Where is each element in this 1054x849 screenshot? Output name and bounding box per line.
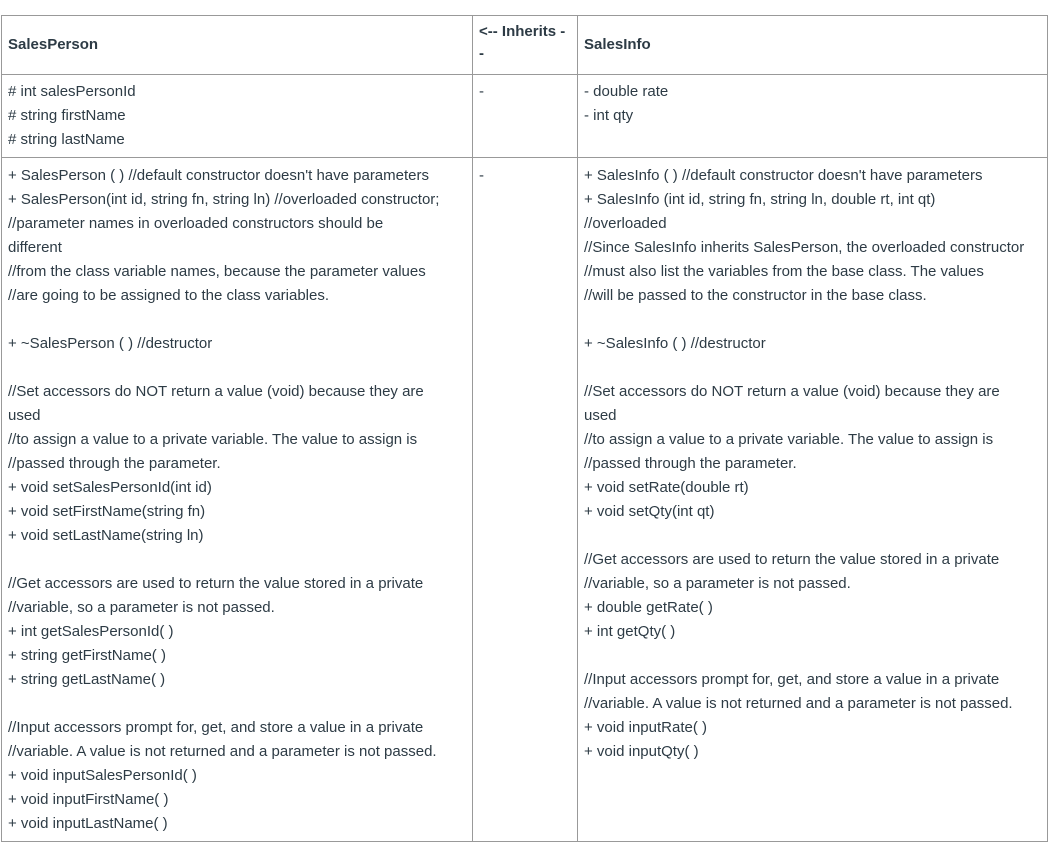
method-line: + void setRate(double rt) xyxy=(584,479,749,496)
blank-line xyxy=(8,308,466,332)
method-line: + double getRate( ) xyxy=(584,599,713,616)
method-line: //parameter names in overloaded constructors should be xyxy=(8,215,384,232)
attribute-line: - double rate xyxy=(584,83,669,100)
method-line: + SalesInfo ( ) //default constructor doesn't have parameters xyxy=(584,167,983,184)
method-line: + void inputQty( ) xyxy=(584,743,699,760)
methods-row xyxy=(2,158,1048,842)
method-line: //passed through the parameter. xyxy=(584,455,797,472)
method-line: + void setFirstName(string fn) xyxy=(8,503,206,520)
inherits-text: <-- Inherits - - xyxy=(479,23,566,62)
inherits-methods-cell: - xyxy=(473,158,578,842)
inherits-attributes-cell: - xyxy=(473,75,578,158)
method-line: //Set accessors do NOT return a value (void) because they are xyxy=(584,383,1000,400)
salesinfo-attribute-list xyxy=(584,80,1041,128)
blank-line xyxy=(8,548,466,572)
method-line: //must also list the variables from the base class. The values xyxy=(584,263,984,280)
method-line: //are going to be assigned to the class variables. xyxy=(8,287,330,304)
blank-line xyxy=(584,524,1041,548)
method-line: //Since SalesInfo inherits SalesPerson, the overloaded constructor xyxy=(584,239,1025,256)
method-line: + ~SalesInfo ( ) //destructor xyxy=(584,335,766,352)
method-line: + SalesPerson(int id, string fn, string ln) //overloaded constructor; xyxy=(8,191,440,208)
attributes-row xyxy=(2,75,1048,158)
blank-line xyxy=(8,692,466,716)
salesperson-method-list xyxy=(8,164,466,836)
inherits-label xyxy=(473,16,578,75)
uml-class-table xyxy=(1,15,1048,842)
method-line: //Input accessors prompt for, get, and store a value in a private xyxy=(584,671,1000,688)
salesperson-attributes xyxy=(2,75,473,158)
blank-line xyxy=(584,308,1041,332)
method-line: //Set accessors do NOT return a value (void) because they are xyxy=(8,383,424,400)
salesperson-class-name: SalesPerson xyxy=(2,16,473,75)
method-line: + ~SalesPerson ( ) //destructor xyxy=(8,335,213,352)
method-line: + int getQty( ) xyxy=(584,623,676,640)
method-line: used xyxy=(8,407,41,424)
method-line: different xyxy=(8,239,62,256)
method-line: //to assign a value to a private variable. The value to assign is xyxy=(584,431,994,448)
method-line: + SalesPerson ( ) //default constructor doesn't have parameters xyxy=(8,167,429,184)
method-line: //from the class variable names, because the parameter values xyxy=(8,263,426,280)
method-line: used xyxy=(584,407,617,424)
attribute-line: # int salesPersonId xyxy=(8,83,136,100)
blank-line xyxy=(584,356,1041,380)
salesperson-methods xyxy=(2,158,473,842)
salesinfo-methods xyxy=(578,158,1048,842)
method-line: //to assign a value to a private variable. The value to assign is xyxy=(8,431,418,448)
method-line: + void inputRate( ) xyxy=(584,719,707,736)
method-line: //Get accessors are used to return the value stored in a private xyxy=(584,551,1000,568)
method-line: //Get accessors are used to return the value stored in a private xyxy=(8,575,424,592)
attribute-line: - int qty xyxy=(584,107,634,124)
method-line: + string getFirstName( ) xyxy=(8,647,166,664)
method-line: //Input accessors prompt for, get, and store a value in a private xyxy=(8,719,424,736)
method-line: + void inputSalesPersonId( ) xyxy=(8,767,197,784)
salesinfo-attributes xyxy=(578,75,1048,158)
method-line: + void setQty(int qt) xyxy=(584,503,715,520)
method-line: + void inputFirstName( ) xyxy=(8,791,169,808)
method-line: //passed through the parameter. xyxy=(8,455,221,472)
method-line: //variable. A value is not returned and a parameter is not passed. xyxy=(584,695,1013,712)
blank-line xyxy=(584,644,1041,668)
method-line: + int getSalesPersonId( ) xyxy=(8,623,174,640)
attribute-line: # string firstName xyxy=(8,107,126,124)
header-row xyxy=(2,16,1048,75)
attribute-line: # string lastName xyxy=(8,131,125,148)
method-line: //variable, so a parameter is not passed. xyxy=(584,575,851,592)
method-line: + void setLastName(string ln) xyxy=(8,527,204,544)
salesinfo-class-name: SalesInfo xyxy=(578,16,1048,75)
method-line: //variable. A value is not returned and a parameter is not passed. xyxy=(8,743,437,760)
blank-line xyxy=(8,356,466,380)
salesinfo-method-list xyxy=(584,164,1041,764)
method-line: + string getLastName( ) xyxy=(8,671,166,688)
method-line: //variable, so a parameter is not passed. xyxy=(8,599,275,616)
salesperson-attribute-list xyxy=(8,80,466,152)
method-line: //overloaded xyxy=(584,215,667,232)
method-line: + void setSalesPersonId(int id) xyxy=(8,479,212,496)
method-line: + SalesInfo (int id, string fn, string ln, double rt, int qt) xyxy=(584,191,936,208)
method-line: //will be passed to the constructor in the base class. xyxy=(584,287,927,304)
method-line: + void inputLastName( ) xyxy=(8,815,168,832)
